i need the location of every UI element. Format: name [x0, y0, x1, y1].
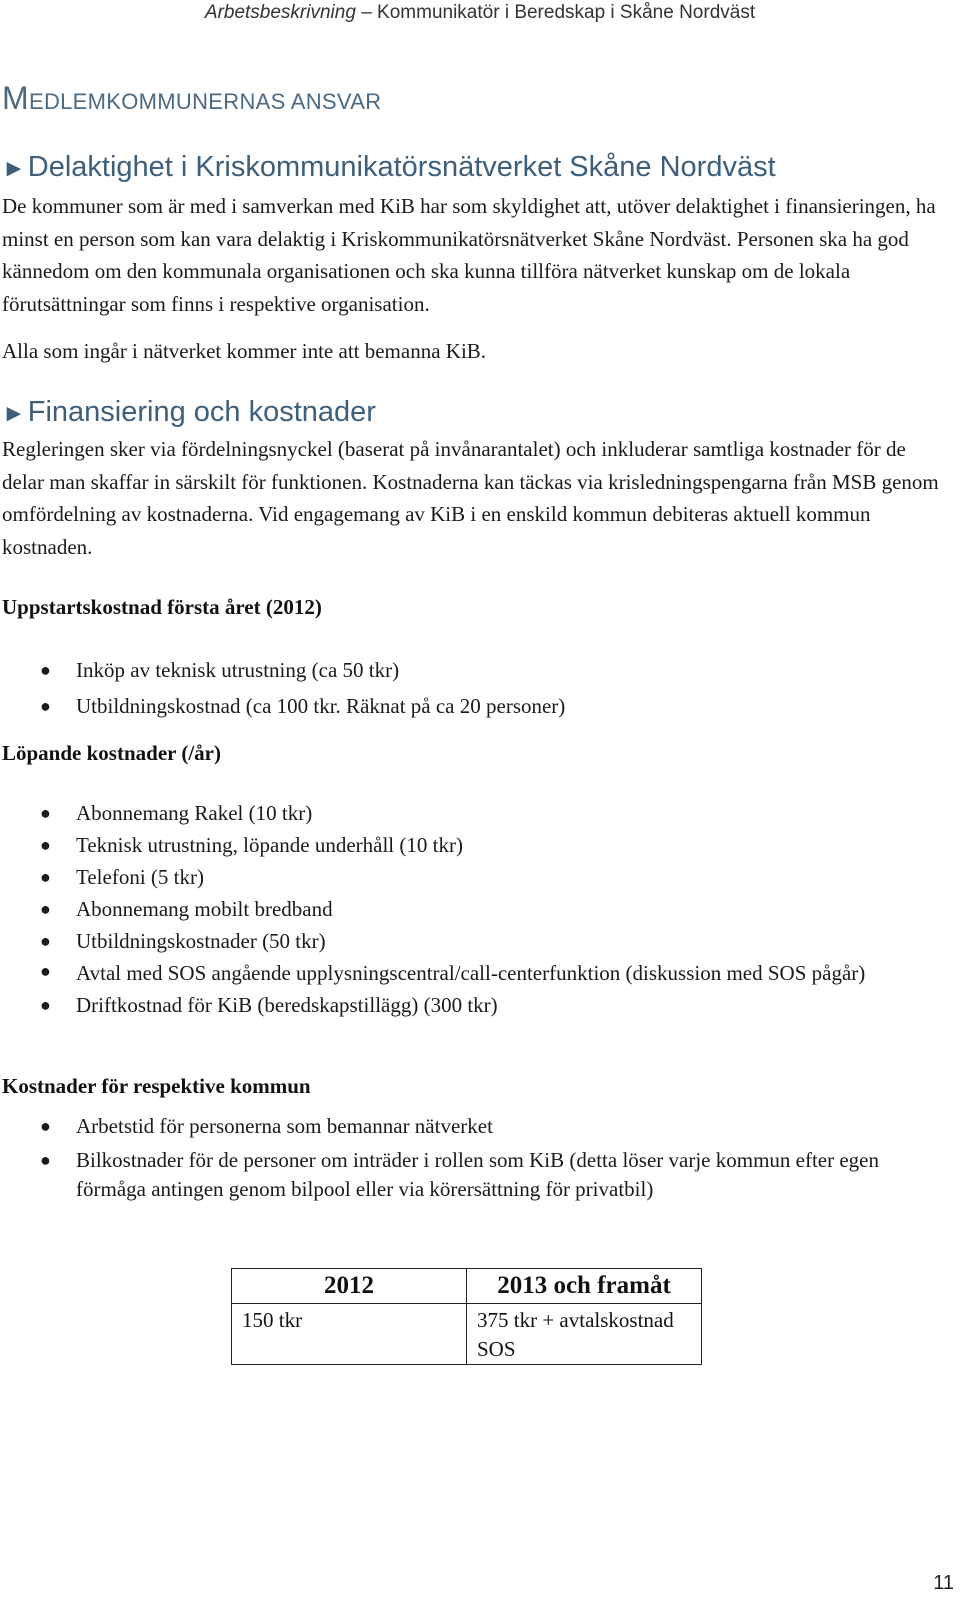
- list-item-text: Driftkostnad för KiB (beredskapstillägg) (300 tkr): [76, 993, 498, 1017]
- cost-table: [231, 1268, 702, 1365]
- table-cell-2013: 375 tkr + avtalskostnad SOS: [467, 1304, 702, 1365]
- bullet-icon: ●: [40, 1150, 51, 1170]
- bullet-icon: ●: [40, 961, 51, 981]
- heading-startup-costs: Uppstartskostnad första året (2012): [2, 595, 322, 619]
- bullet-icon: ●: [40, 803, 51, 823]
- paragraph-bemanning: Alla som ingår i nätverket kommer inte att bemanna KiB.: [2, 339, 487, 363]
- list-item-text: Telefoni (5 tkr): [76, 865, 204, 889]
- header-doc-type: Arbetsbeskrivning: [204, 2, 356, 23]
- list-item: [0, 797, 935, 829]
- list-item: [0, 652, 935, 688]
- header-separator: –: [355, 2, 378, 23]
- list-item: [0, 861, 935, 893]
- list-item-text: Bilkostnader för de personer om inträder i rollen som KiB (detta löser varje kommun efter egen förmåga antingen genom bilpool eller via körersättning för privatbil): [76, 1148, 880, 1201]
- bullet-icon: ●: [40, 1116, 51, 1136]
- list-running-costs: [0, 797, 935, 1021]
- subheading-finansiering: [2, 395, 376, 431]
- section-title: [2, 80, 381, 117]
- list-item-text: Abonnemang Rakel (10 tkr): [76, 801, 313, 825]
- subheading-delaktighet-text: Delaktighet i Kriskommunikatörsnätverket Skåne Nordväst: [27, 151, 776, 183]
- list-item: [0, 989, 935, 1021]
- list-item-text: Teknisk utrustning, löpande underhåll (10 tkr): [76, 833, 463, 857]
- bullet-icon: ●: [40, 899, 51, 919]
- bullet-icon: ●: [40, 931, 51, 951]
- list-item: [0, 688, 935, 724]
- page-number: 11: [933, 1572, 954, 1594]
- arrow-icon: ►: [2, 400, 26, 427]
- list-startup-costs: [0, 652, 935, 724]
- table-header-2012: 2012: [232, 1269, 467, 1304]
- section-title-initial: M: [2, 80, 29, 116]
- bullet-icon: ●: [40, 696, 51, 716]
- subheading-finansiering-text: Finansiering och kostnader: [27, 396, 376, 428]
- header-doc-title: Kommunikatör i Beredskap i Skåne Nordväst: [377, 2, 756, 23]
- bullet-icon: ●: [40, 867, 51, 887]
- bullet-icon: ●: [40, 995, 51, 1015]
- list-item: [0, 957, 935, 989]
- list-item-text: Arbetstid för personerna som bemannar nätverket: [76, 1114, 493, 1138]
- paragraph-delaktighet: De kommuner som är med i samverkan med KiB har som skyldighet att, utöver delaktighet i finansieringen, ha minst en person som kan vara delaktig i Kriskommunikatörsnätverket Skåne Nordväst. Personen ska ha god kännedom om den kommunala organisationen och ska kunna tillföra nätverket kunskap om de lokala förutsättningar som finns i respektive organisation.: [2, 194, 936, 316]
- paragraph-finansiering: Regleringen sker via fördelningsnyckel (baserat på invånarantalet) och inkluderar samtliga kostnader för de delar man skaffar in särskilt för funktionen. Kostnaderna kan täckas via krisledningspengarna från MSB genom omfördelning av kostnaderna. Vid engagemang av KiB i en enskild kommun debiteras aktuell kommun kostnaden.: [2, 437, 939, 559]
- table-header-2013: 2013 och framåt: [467, 1269, 702, 1304]
- table-cell-2012: 150 tkr: [232, 1304, 467, 1365]
- list-item: [0, 1110, 935, 1146]
- arrow-icon: ►: [2, 155, 26, 182]
- list-item: [0, 925, 935, 957]
- list-item-text: Avtal med SOS angående upplysningscentral/call-centerfunktion (diskussion med SOS pågår): [76, 961, 866, 985]
- table-row: [232, 1304, 702, 1365]
- list-item: [0, 829, 935, 861]
- page-header: [0, 0, 960, 24]
- bullet-icon: ●: [40, 835, 51, 855]
- list-item: [0, 1146, 935, 1204]
- subheading-delaktighet: [2, 150, 776, 186]
- list-item-text: Inköp av teknisk utrustning (ca 50 tkr): [76, 658, 400, 682]
- heading-running-costs: Löpande kostnader (/år): [2, 741, 221, 765]
- list-item-text: Utbildningskostnader (50 tkr): [76, 929, 326, 953]
- heading-municipal-costs: Kostnader för respektive kommun: [2, 1074, 311, 1098]
- section-title-rest: EDLEMKOMMUNERNAS ANSVAR: [28, 89, 382, 114]
- bullet-icon: ●: [40, 660, 51, 680]
- list-item-text: Utbildningskostnad (ca 100 tkr. Räknat på ca 20 personer): [76, 694, 566, 718]
- list-item: [0, 893, 935, 925]
- list-item-text: Abonnemang mobilt bredband: [76, 897, 333, 921]
- list-municipal-costs: [0, 1110, 935, 1204]
- table-header-row: [232, 1269, 702, 1304]
